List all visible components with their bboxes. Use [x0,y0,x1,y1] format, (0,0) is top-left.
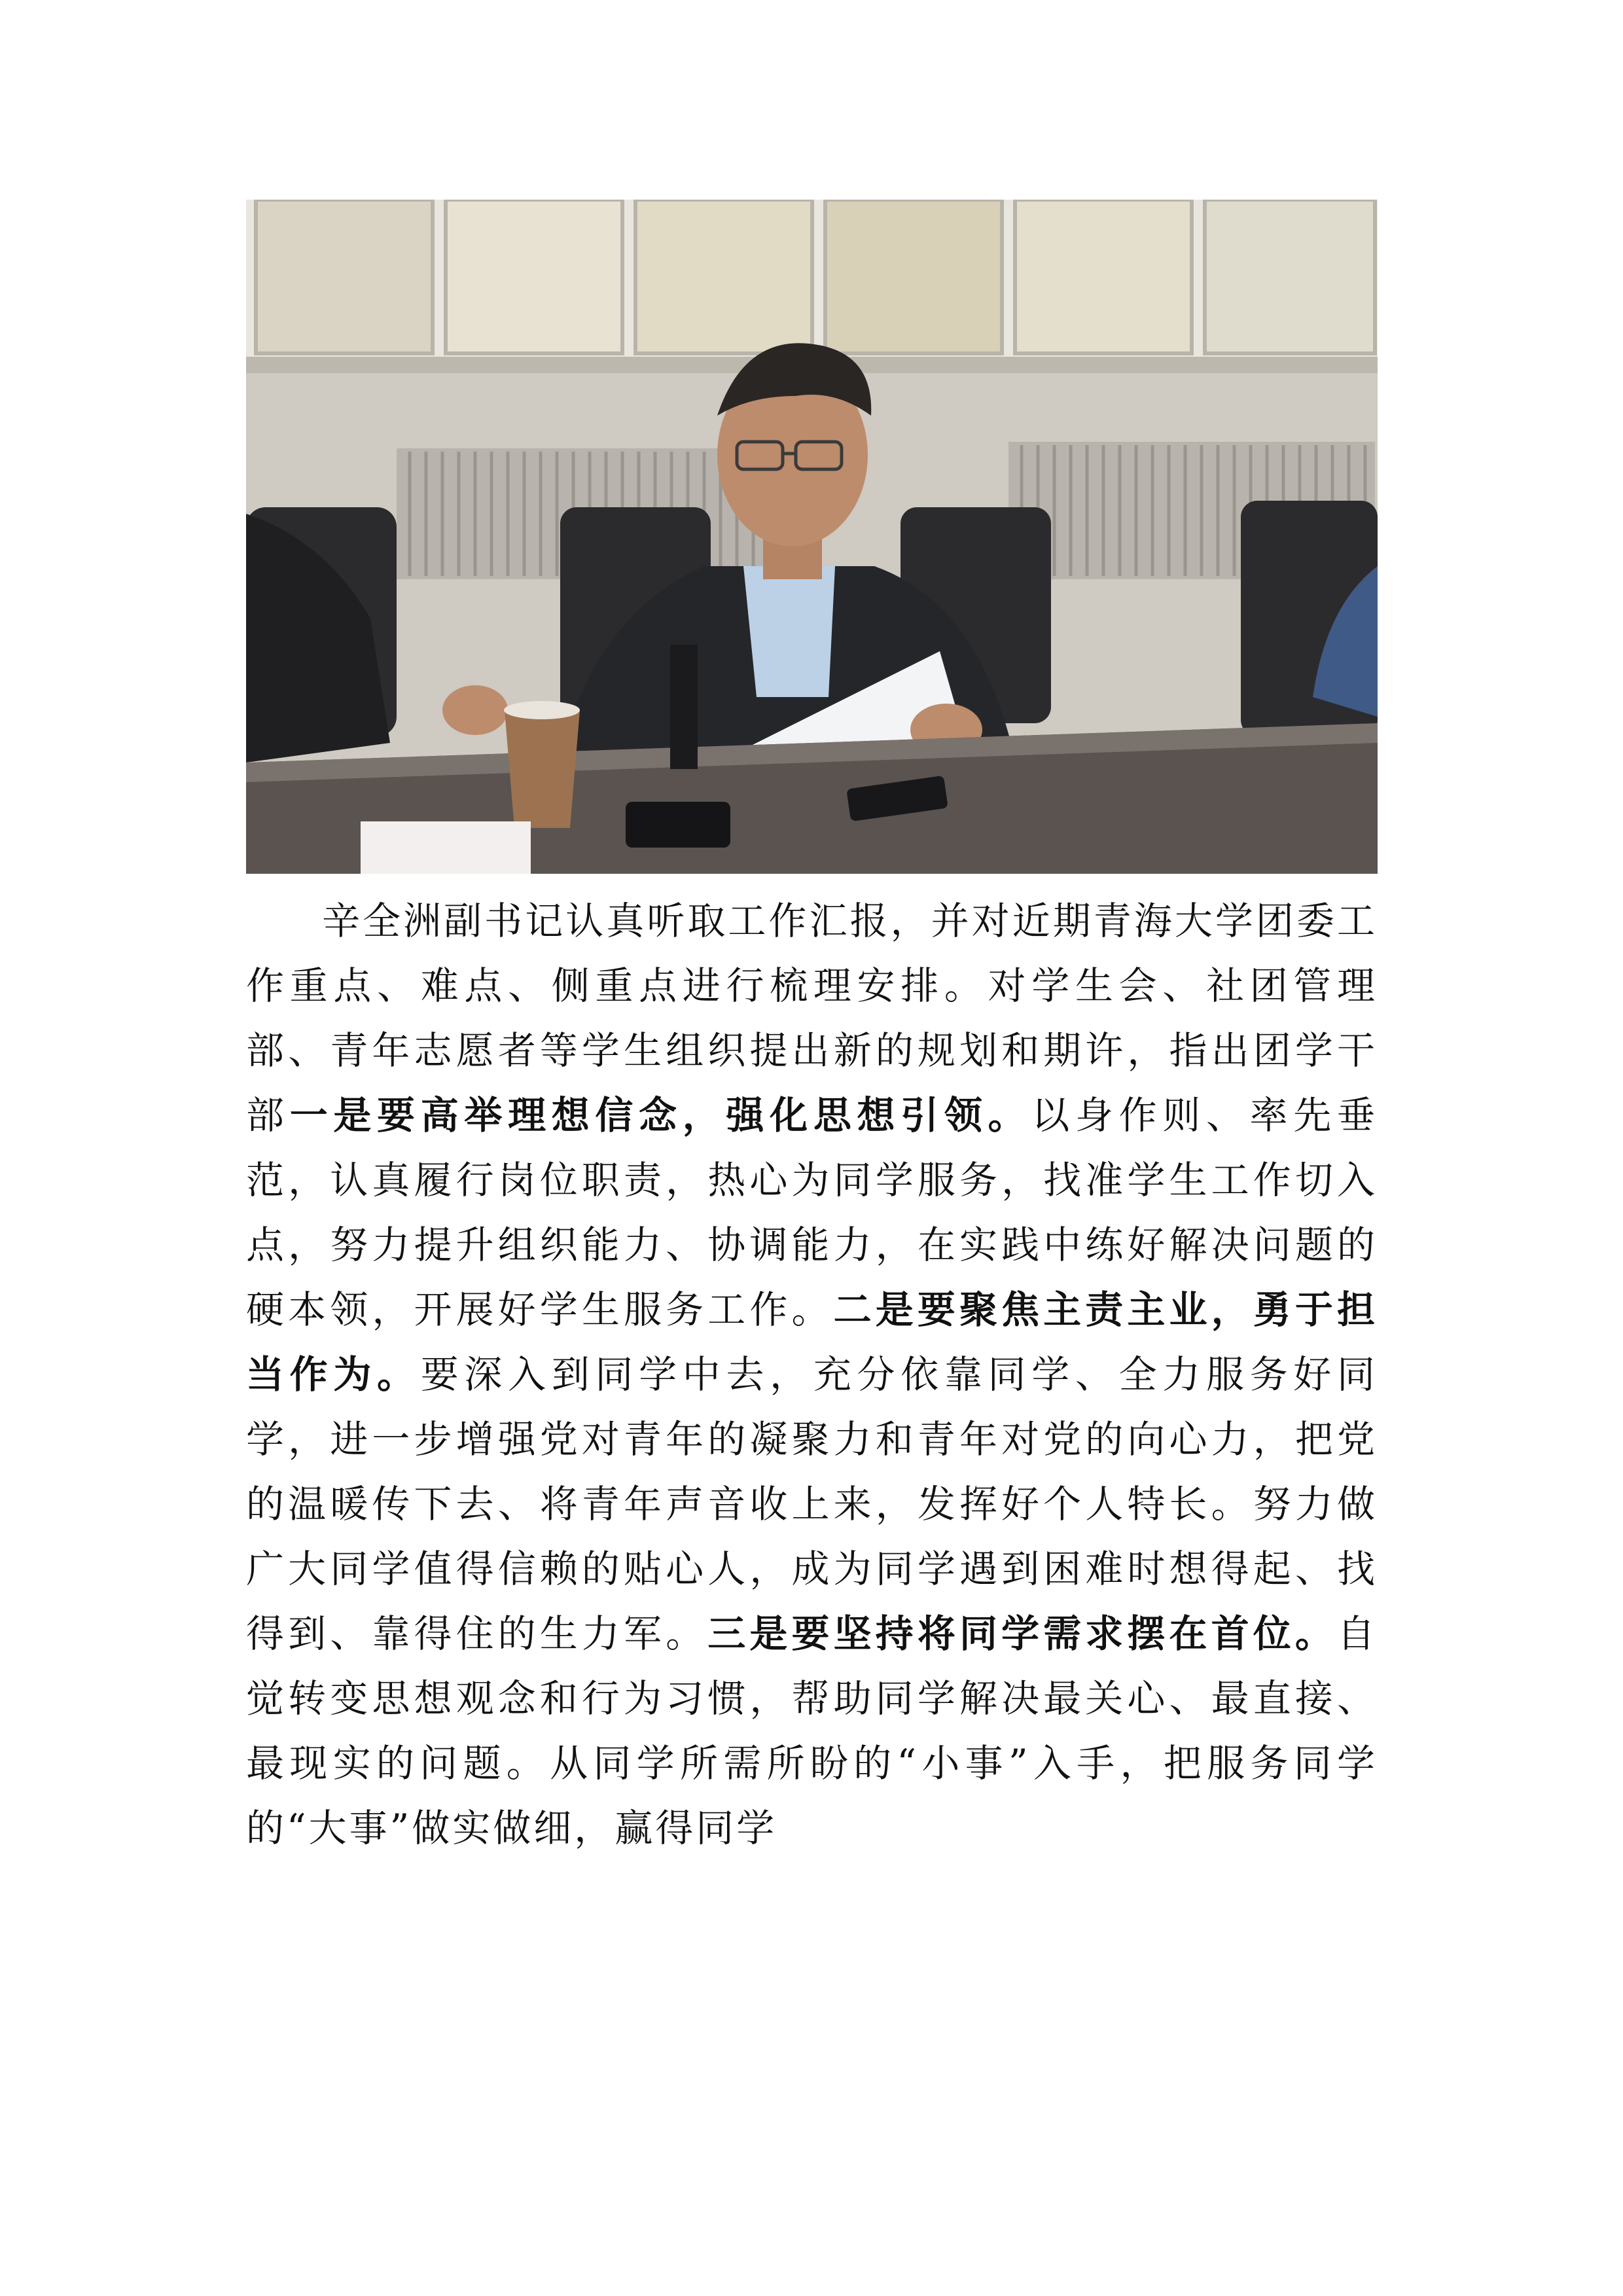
meeting-photo-illustration [246,200,1378,874]
article-point-two-bold: 二是要聚焦主责主业，勇于担当作为。 [246,1287,1378,1397]
article-point-three-bold: 三是要坚持将同学需求摆在首位。 [707,1611,1337,1656]
meeting-photo [246,200,1378,874]
article-segment-2: 以身作则、率先垂范，认真履行岗位职责，热心为同学服务，找准学生工作切入点，努力提升组织能力、协调能力，在实践中练好解决问题的硬本领，开展好学生服务工作。 [246,1093,1378,1332]
article-segment-4: 自觉转变思想观念和行为习惯，帮助同学解决最关心、最直接、最现实的问题。从同学所需所盼的“小事”入手，把服务同学的“大事”做实做细，赢得同学 [246,1611,1378,1850]
article-body [246,889,1378,1861]
article-segment-3: 要深入到同学中去，充分依靠同学、全力服务好同学，进一步增强党对青年的凝聚力和青年对党的向心力，把党的温暖传下去、将青年声音收上来，发挥好个人特长。努力做广大同学值得信赖的贴心人，成为同学遇到困难时想得起、找得到、靠得住的生力军。 [246,1352,1378,1656]
article-segment-1: 辛全洲副书记认真听取工作汇报，并对近期青海大学团委工作重点、难点、侧重点进行梳理安排。对学生会、社团管理部、青年志愿者等学生组织提出新的规划和期许，指出团学干部 [246,899,1378,1138]
article-point-one-bold: 一是要高举理想信念，强化思想引领。 [289,1093,1032,1138]
